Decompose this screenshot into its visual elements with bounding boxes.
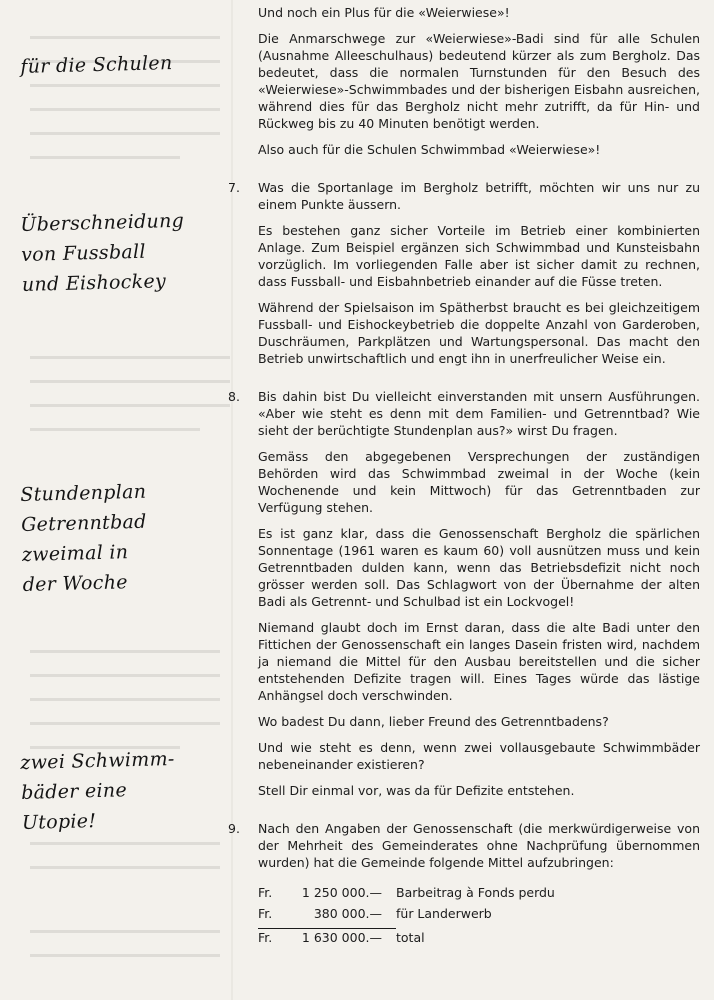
paragraph: Und wie steht es denn, wenn zwei vollausgebaute Schwimmbäder nebeneinander existieren? (258, 740, 700, 772)
paragraph: Gemäss den abgegebenen Versprechungen der zuständigen Behörden wird das Schwimmbad zweimal in der Woche (kein Wochenende und kein Mittwoch) für das Getrenntbaden zur Verfügung stehen. (258, 449, 700, 515)
cost-amount: 380 000.— (313, 906, 382, 921)
paragraph: Niemand glaubt doch im Ernst daran, dass die alte Badi unter den Fittichen der Genossenschaft ein langes Dasein fristen wird, nachdem ja niemand die Mittel für den Ausbau bereitstellen und die sicher entstehenden Defizite tragen will. Eines Tages würde das lästige Anhängsel doch verschwinden. (258, 620, 700, 703)
note-line: Getrenntbad (20, 510, 147, 536)
note-line: zweimal in (21, 541, 129, 566)
paragraph: Bis dahin bist Du vielleicht einverstanden mit unsern Ausführungen. «Aber wie steht es denn mit dem Familien- und Getrenntbad? Wie sieht der berüchtigte Stundenplan aus?» wirst Du fragen. (258, 389, 700, 438)
note-line: für die Schulen (20, 52, 173, 78)
section-number: 8. (228, 389, 240, 404)
paragraph: Stell Dir einmal vor, was da für Defizite entstehen. (258, 783, 575, 798)
note-line: Stundenplan (20, 480, 147, 506)
note-line: und Eishockey (21, 270, 167, 296)
margin-note-timetable (20, 475, 233, 600)
margin-note-overlap (20, 205, 232, 300)
cost-total-row (258, 925, 700, 946)
paragraph: Wo badest Du dann, lieber Freund des Getrenntbadens? (258, 714, 609, 729)
paragraph: Also auch für die Schulen Schwimmbad «Weierwiese»! (258, 142, 601, 157)
section-7 (228, 179, 700, 367)
cost-total-amount: 1 630 000.— (284, 928, 396, 946)
cost-total-label: total (396, 930, 425, 945)
cost-currency: Fr. (258, 885, 273, 900)
paragraph: Nach den Angaben der Genossenschaft (die merkwürdigerweise von der Mehrheit des Gemeinderates ohne Nachprüfung übernommen wurden) hat die Gemeinde folgende Mittel aufzubringen: (258, 821, 700, 870)
cost-currency: Fr. (258, 928, 284, 946)
section-9 (228, 820, 700, 946)
paragraph: Während der Spielsaison im Spätherbst braucht es bei gleichzeitigem Fussball- und Eishockeybetrieb die doppelte Anzahl von Garderoben, Duschräumen, Parkplätzen und Wartungspersonal. Das macht den Betrieb unwirtschaftlich und engt ihn in unerfreulicher Weise ein. (258, 300, 700, 366)
section-number: 9. (228, 821, 240, 836)
cost-label: für Landerwerb (396, 906, 492, 921)
paragraph: Es ist ganz klar, dass die Genossenschaft Bergholz die spärlichen Sonnentage (1961 waren es kaum 60) voll ausnützen muss und kein Getrenntbaden dulden kann, wenn das Betriebsdefizit nicht noch grösser werden soll. Das Schlagwort von der Übernahme der alten Badi als Getrennt- und Schulbad ist ein Lockvogel! (258, 526, 700, 609)
cost-currency: Fr. (258, 906, 273, 921)
section-number: 7. (228, 180, 240, 195)
margin-notes (0, 0, 230, 1000)
cost-row (258, 880, 700, 901)
paragraph: Was die Sportanlage im Bergholz betrifft, möchten wir uns nur zu einem Punkte äussern. (258, 180, 700, 212)
intro-heading: Und noch ein Plus für die «Weierwiese»! (258, 5, 510, 20)
paragraph: Die Anmarschwege zur «Weierwiese»-Badi sind für alle Schulen (Ausnahme Alleeschulhaus) bedeutend kürzer als zum Bergholz. Das bedeutet, dass die normalen Turnstunden für den Besuch des «Weierwiese»-Schwimmbades und der bisherigen Eisbahn ausreichen, während dies für das Bergholz nicht mehr zutrifft, da für Hin- und Rückweg bis zu 40 Minuten benötigt werden. (258, 31, 700, 131)
paragraph: Es bestehen ganz sicher Vorteile im Betrieb einer kombinierten Anlage. Zum Beispiel ergänzen sich Schwimmbad und Kunsteisbahn vorzüglich. Im vorliegenden Falle aber ist sicher damit zu rechnen, dass Fussball- und Eisbahnbetrieb einander auf die Füsse treten. (258, 223, 700, 289)
note-line: bäder eine (20, 779, 128, 804)
note-line: zwei Schwimm- (20, 747, 175, 774)
note-line: von Fussball (20, 240, 147, 266)
cost-amount: 1 250 000.— (301, 885, 382, 900)
intro-section (258, 4, 700, 158)
margin-note-two-pools (20, 743, 232, 838)
section-8 (228, 388, 700, 799)
cost-table (258, 880, 700, 946)
note-line: Überschneidung (20, 209, 185, 236)
note-line: der Woche (22, 571, 129, 596)
note-line: Utopie! (21, 810, 97, 834)
margin-note-schools (20, 47, 231, 82)
body-text (228, 4, 700, 946)
cost-label: Barbeitrag à Fonds perdu (396, 885, 555, 900)
cost-row (258, 901, 700, 922)
